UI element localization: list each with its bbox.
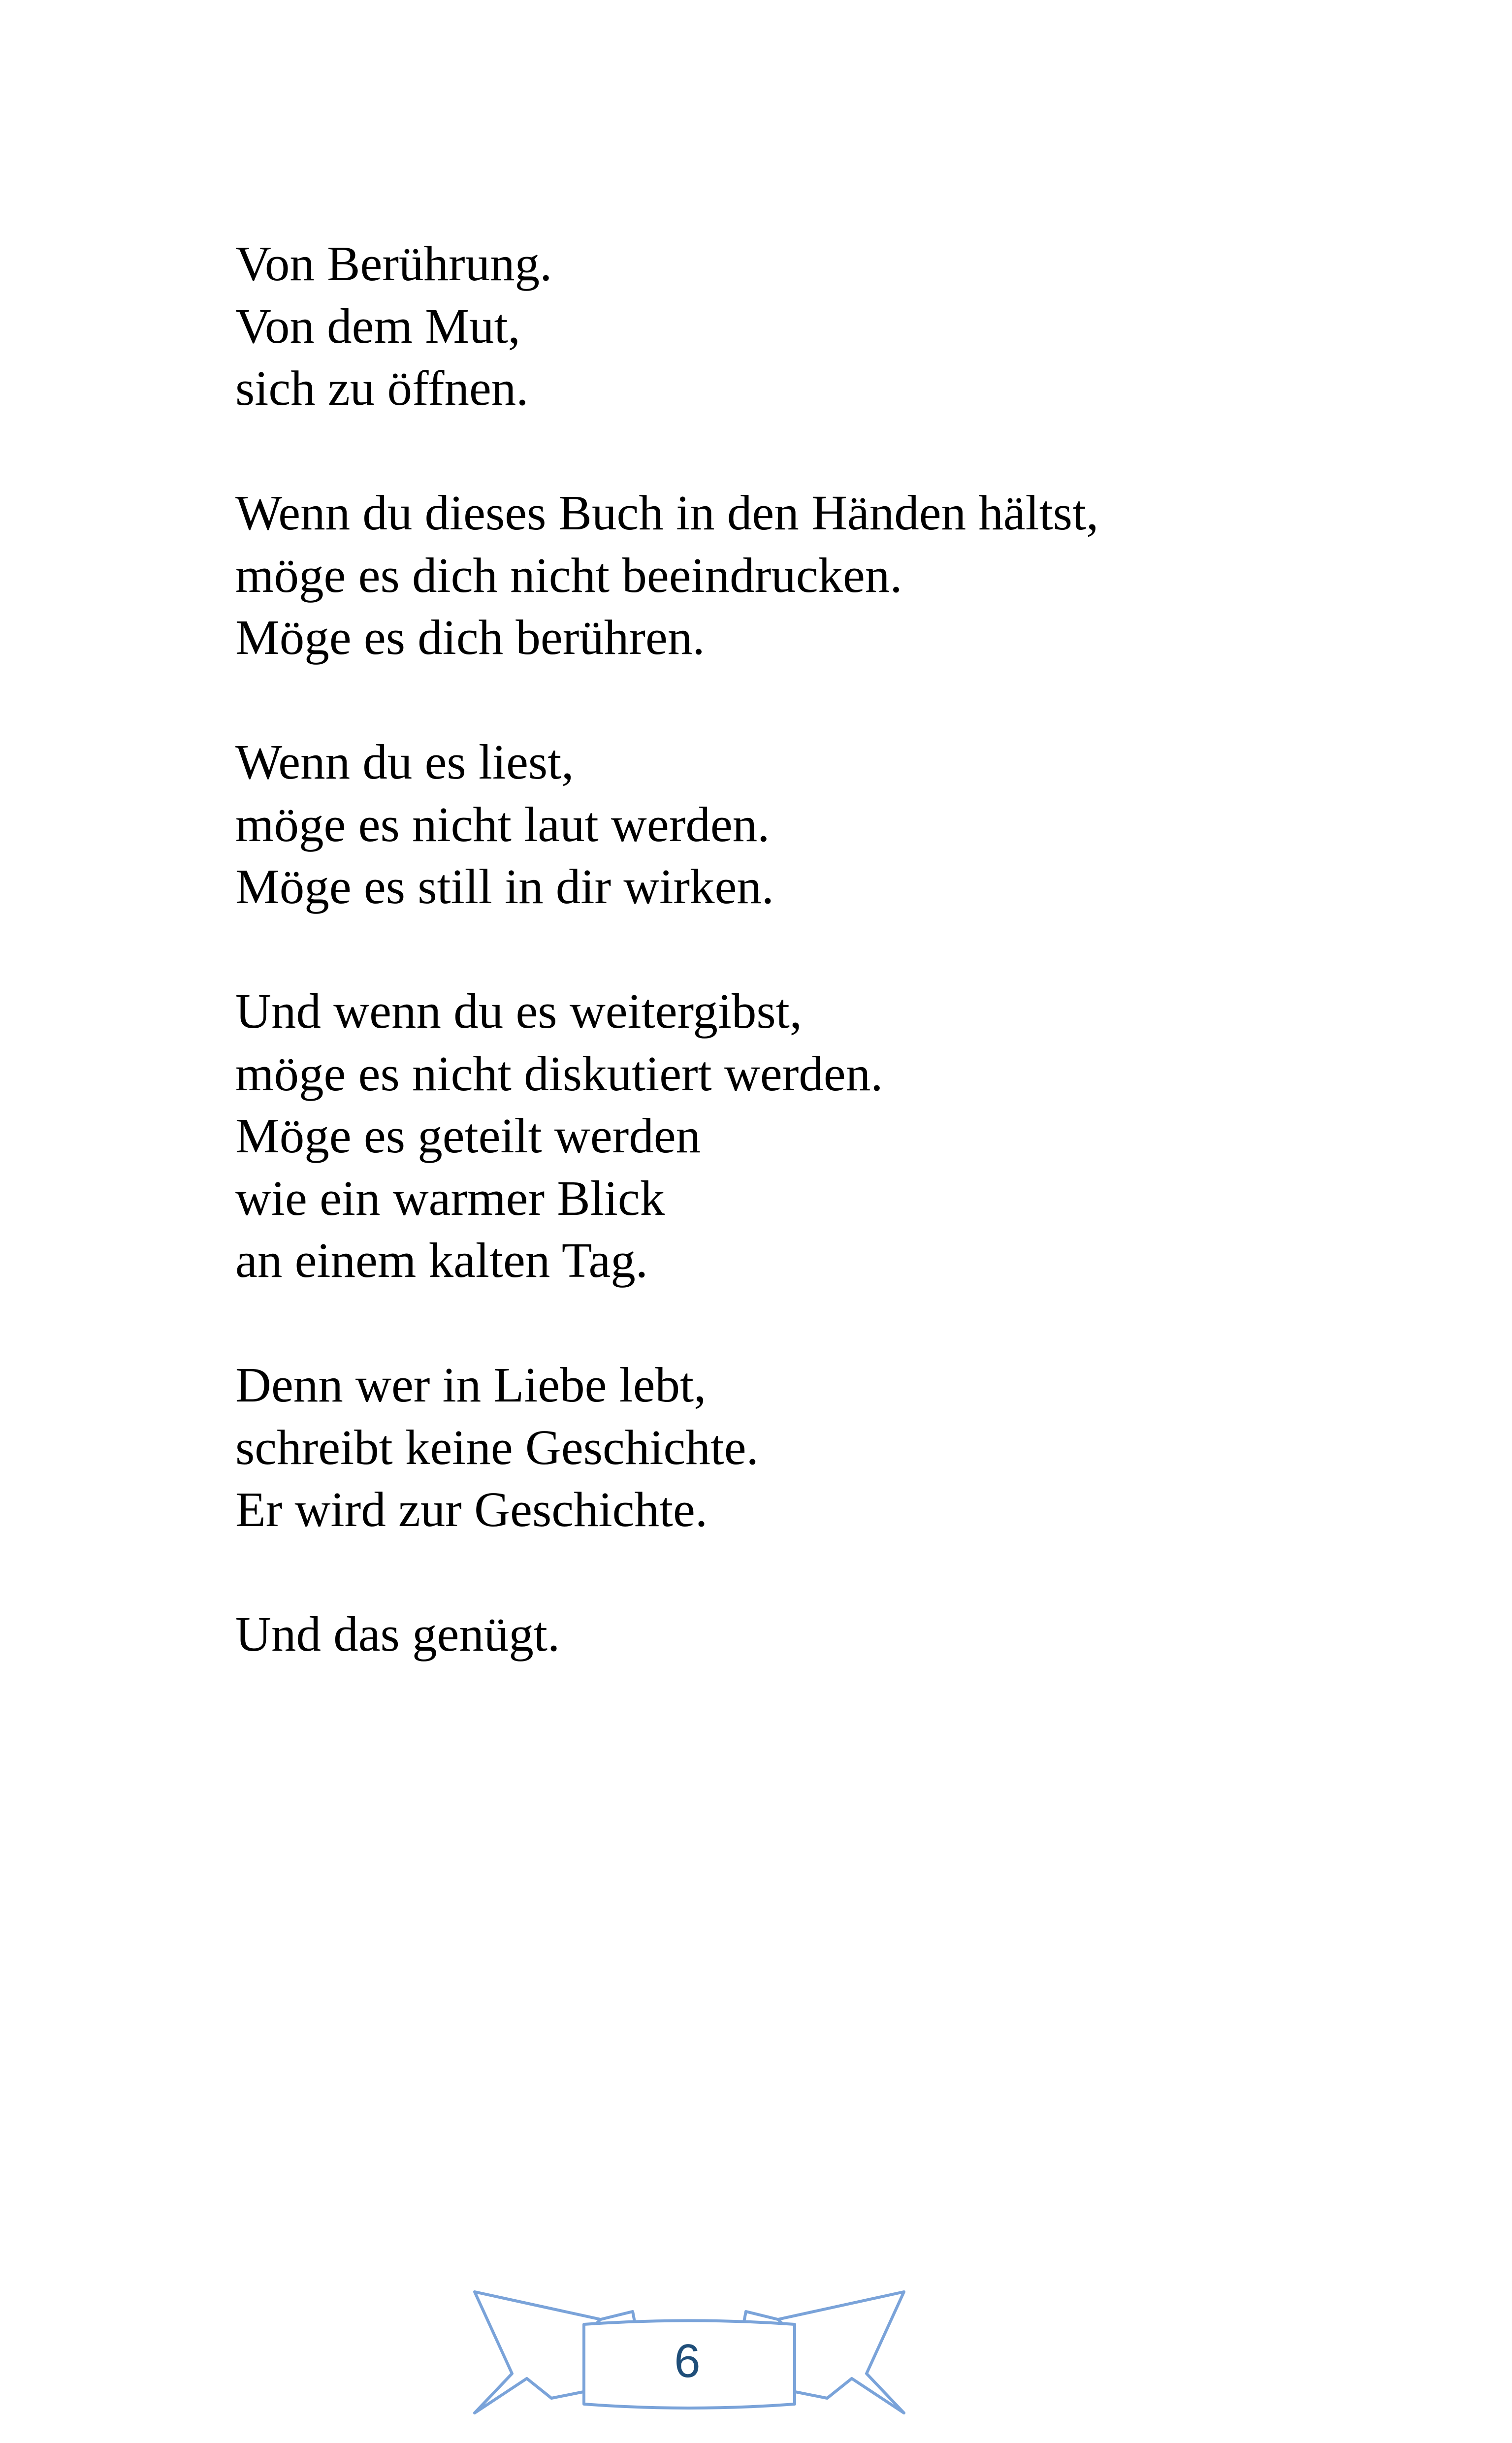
stanza xyxy=(235,482,1368,669)
page-number: 6 xyxy=(674,2335,701,2387)
poem-line: Und das genügt. xyxy=(235,1606,560,1661)
poem-line: schreibt keine Geschichte. xyxy=(235,1419,759,1475)
stanza xyxy=(235,731,1368,918)
poem-line: Möge es dich berühren. xyxy=(235,610,705,665)
ribbon-right-tail xyxy=(778,2292,904,2413)
poem-line: Denn wer in Liebe lebt, xyxy=(235,1357,707,1412)
poem-line: Von dem Mut, xyxy=(235,298,520,354)
poem-line: wie ein warmer Blick xyxy=(235,1170,665,1226)
poem-line: an einem kalten Tag. xyxy=(235,1233,648,1288)
poem-line: Wenn du es liest, xyxy=(235,734,574,789)
poem-line: möge es dich nicht beeindrucken. xyxy=(235,547,902,603)
ribbon-left-tail xyxy=(475,2292,601,2413)
stanza xyxy=(235,1603,1368,1665)
stanza xyxy=(235,1354,1368,1541)
poem-line: Von Berührung. xyxy=(235,236,552,291)
poem-line: möge es nicht diskutiert werden. xyxy=(235,1045,883,1101)
stanza xyxy=(235,980,1368,1292)
poem-line: möge es nicht laut werden. xyxy=(235,796,770,852)
poem-text xyxy=(235,232,1368,1727)
poem-line: Wenn du dieses Buch in den Händen hältst, xyxy=(235,485,1099,540)
poem-line: Er wird zur Geschichte. xyxy=(235,1482,708,1537)
poem-line: sich zu öffnen. xyxy=(235,360,529,416)
poem-line: Möge es geteilt werden xyxy=(235,1108,701,1163)
poem-line: Möge es still in dir wirken. xyxy=(235,859,774,914)
poem-line: Und wenn du es weitergibst, xyxy=(235,983,803,1039)
stanza xyxy=(235,232,1368,420)
